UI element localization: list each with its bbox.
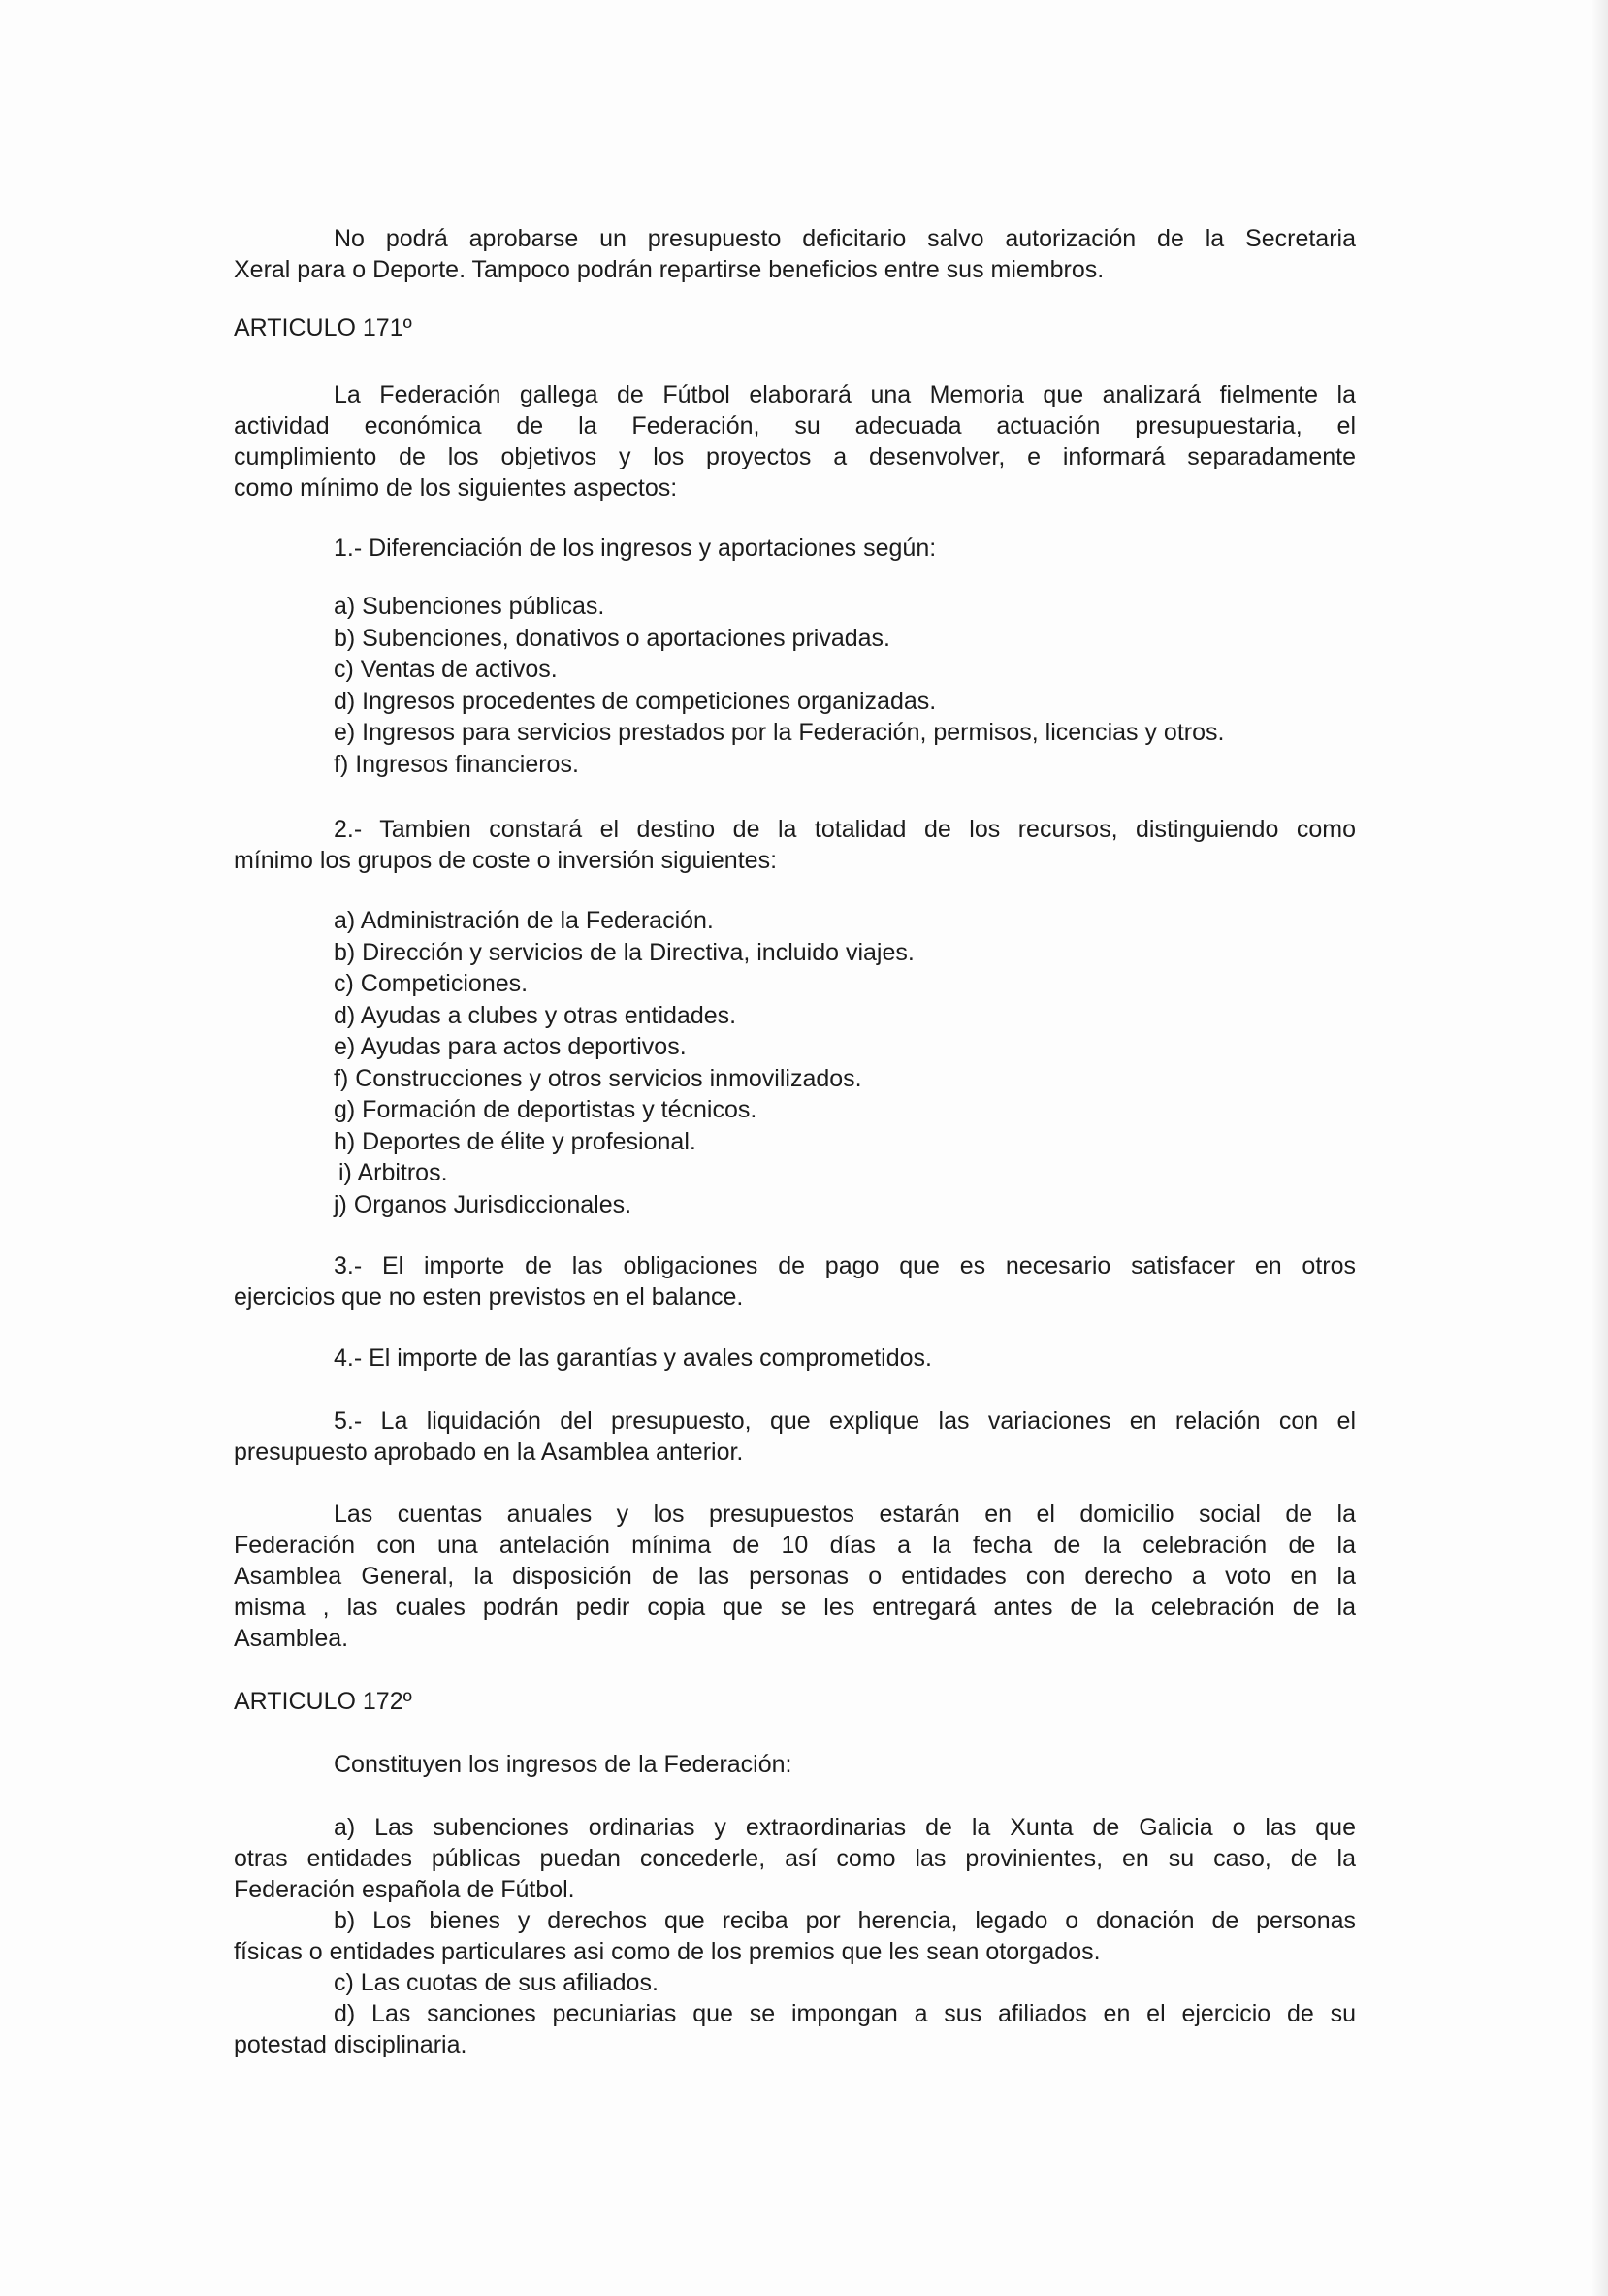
point-4 [234, 1342, 1356, 1374]
list-item: a) Administración de la Federación. [334, 907, 714, 934]
list-item: b) Subenciones, donativos o aportaciones privadas. [334, 624, 890, 652]
list-item: f) Ingresos financieros. [334, 750, 579, 778]
point-1 [234, 533, 1356, 564]
list-item: f) Construcciones y otros servicios inmovilizados. [334, 1064, 862, 1092]
list-item: a) Subenciones públicas. [334, 593, 605, 620]
list-item: b) Dirección y servicios de la Directiva, incluido viajes. [334, 938, 915, 966]
point-3 [234, 1250, 1356, 1312]
text-line: como mínimo de los siguientes aspectos: [234, 474, 678, 501]
text-line: potestad disciplinaria. [234, 2031, 467, 2058]
text-line: presupuesto aprobado en la Asamblea anterior. [234, 1439, 744, 1466]
list-item: e) Ingresos para servicios prestados por la Federación, permisos, licencias y otros. [334, 719, 1225, 746]
text-line: ejercicios que no esten previstos en el balance. [234, 1283, 744, 1310]
list-item: i) Arbitros. [338, 1159, 448, 1186]
text-line: b) Los bienes y derechos que reciba por herencia, legado o donación de personas [334, 1907, 1356, 1934]
article-172-heading [234, 1686, 1356, 1717]
list-item: d) Ingresos procedentes de competiciones organizadas. [334, 687, 937, 715]
text-line: Las cuentas anuales y los presupuestos estarán en el domicilio social de la [334, 1501, 1356, 1528]
text-line: Xeral para o Deporte. Tampoco podrán repartirse beneficios entre sus miembros. [234, 256, 1105, 283]
text-line: a) Las subenciones ordinarias y extraordinarias de la Xunta de Galicia o las que [334, 1814, 1356, 1841]
text-line: Federación española de Fútbol. [234, 1876, 575, 1903]
point-1-list [234, 591, 1356, 780]
paragraph-deficit [234, 223, 1356, 285]
text-line: c) Las cuotas de sus afiliados. [334, 1969, 659, 1996]
heading-text: ARTICULO 171º [234, 314, 412, 341]
paragraph-cuentas [234, 1499, 1356, 1654]
text-line: Federación con una antelación mínima de 10 días a la fecha de la celebración de la [234, 1532, 1356, 1559]
point-5 [234, 1406, 1356, 1468]
list-item: j) Organos Jurisdiccionales. [334, 1190, 632, 1218]
text-line: Asamblea. [234, 1625, 349, 1652]
text-line: 1.- Diferenciación de los ingresos y aportaciones según: [334, 534, 937, 562]
article-172-intro [234, 1749, 1356, 1780]
text-line: La Federación gallega de Fútbol elaborará una Memoria que analizará fielmente la [334, 381, 1356, 408]
list-item: d) Ayudas a clubes y otras entidades. [334, 1001, 737, 1029]
list-item: c) Competiciones. [334, 970, 529, 997]
text-line: actividad económica de la Federación, su adecuada actuación presupuestaria, el [234, 412, 1356, 439]
text-line: otras entidades públicas puedan concederle, así como las provinientes, en su caso, de la [234, 1845, 1356, 1872]
heading-text: ARTICULO 172º [234, 1688, 412, 1715]
text-line: 2.- Tambien constará el destino de la totalidad de los recursos, distinguiendo como [334, 816, 1356, 843]
text-line: misma , las cuales podrán pedir copia que se les entregará antes de la celebración de la [234, 1594, 1356, 1621]
text-line: 3.- El importe de las obligaciones de pago que es necesario satisfacer en otros [334, 1252, 1356, 1279]
text-line: físicas o entidades particulares asi como de los premios que les sean otorgados. [234, 1938, 1101, 1965]
text-line: 4.- El importe de las garantías y avales comprometidos. [334, 1344, 932, 1372]
text-line: 5.- La liquidación del presupuesto, que explique las variaciones en relación con el [334, 1407, 1356, 1435]
list-item: g) Formación de deportistas y técnicos. [334, 1096, 757, 1123]
text-line: No podrá aprobarse un presupuesto deficitario salvo autorización de la Secretaria [334, 225, 1356, 252]
article-172-items [234, 1812, 1356, 2060]
text-line: Asamblea General, la disposición de las personas o entidades con derecho a voto en la [234, 1563, 1356, 1590]
list-item: h) Deportes de élite y profesional. [334, 1127, 696, 1155]
text-line: cumplimiento de los objetivos y los proyectos a desenvolver, e informará separadamente [234, 443, 1356, 470]
list-item: e) Ayudas para actos deportivos. [334, 1033, 687, 1060]
article-171-heading [234, 312, 1356, 343]
text-line: d) Las sanciones pecuniarias que se impongan a sus afiliados en el ejercicio de su [334, 2000, 1356, 2027]
point-2-list [234, 905, 1356, 1220]
point-2 [234, 814, 1356, 876]
list-item: c) Ventas de activos. [334, 656, 558, 683]
scan-edge-shadow [1591, 0, 1608, 2296]
text-line: Constituyen los ingresos de la Federación: [334, 1751, 792, 1778]
text-line: mínimo los grupos de coste o inversión siguientes: [234, 847, 778, 874]
article-171-intro [234, 379, 1356, 503]
